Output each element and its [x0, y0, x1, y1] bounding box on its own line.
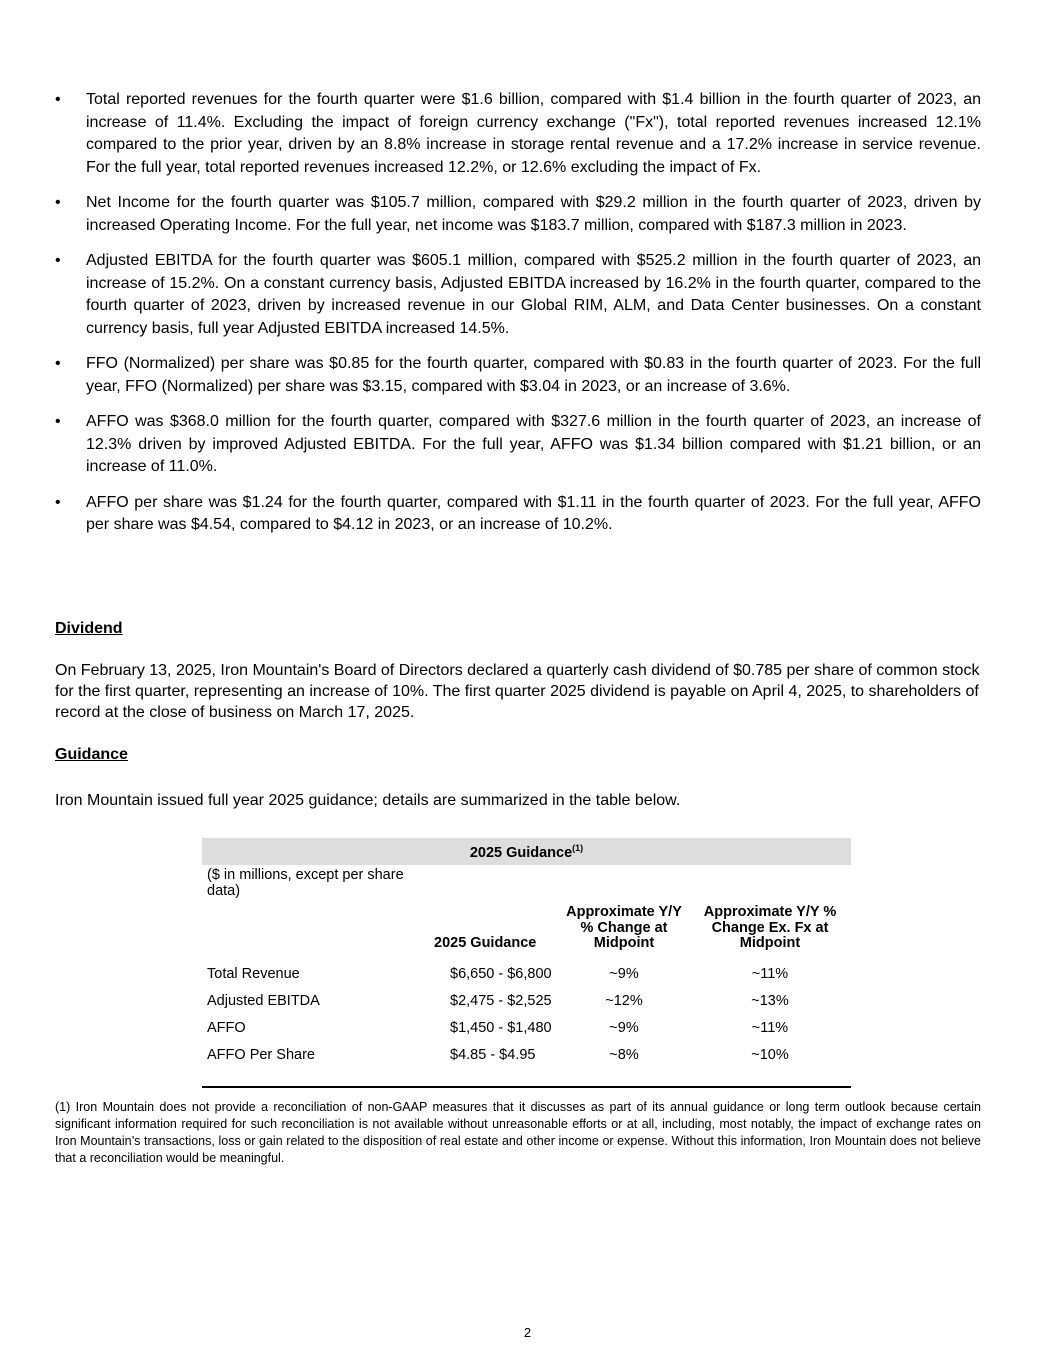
table-row	[202, 1042, 851, 1069]
bullet-icon: •	[55, 355, 61, 372]
bullet-text: Adjusted EBITDA for the fourth quarter was $605.1 million, compared with $525.2 million in the fourth quarter of 2023, an increase of 15.2%. On a constant currency basis, Adjusted EBITDA increased by 16.2% in the fourth quarter, compared to the fourth quarter of 2023, driven by increased revenue in our Global RIM, ALM, and Data Center businesses. On a constant currency basis, full year Adjusted EBITDA increased 14.5%.	[86, 252, 981, 337]
table-row	[202, 988, 851, 1015]
list-item	[55, 89, 981, 179]
row-change: ~9%	[609, 966, 639, 982]
column-header-change: Approximate Y/Y % Change at Midpoint	[566, 904, 682, 951]
row-label: AFFO Per Share	[207, 1047, 315, 1063]
bullet-text: FFO (Normalized) per share was $0.85 for the fourth quarter, compared with $0.83 in the fourth quarter of 2023. For the full year, FFO (Normalized) per share was $3.15, compared with $3.04 in 2023, or an increase of 3.6%.	[86, 355, 981, 395]
table-units-label: ($ in millions, except per share data)	[207, 867, 404, 899]
row-guidance: $4.85 - $4.95	[450, 1047, 536, 1063]
bullet-text: AFFO per share was $1.24 for the fourth quarter, compared with $1.11 in the fourth quarter of 2023. For the full year, AFFO per share was $4.54, compared to $4.12 in 2023, or an increase of 10.2%.	[86, 493, 981, 533]
row-label: Total Revenue	[207, 966, 300, 982]
row-change: ~8%	[609, 1047, 639, 1063]
bullet-icon: •	[55, 252, 61, 269]
guidance-heading: Guidance	[55, 746, 128, 763]
bullet-text: Total reported revenues for the fourth quarter were $1.6 billion, compared with $1.4 billion in the fourth quarter of 2023, an increase of 11.4%. Excluding the impact of foreign currency exchange ("Fx"), total reported revenues increased 12.1% compared to the prior year, driven by an 8.8% increase in storage rental revenue and a 17.2% increase in service revenue. For the full year, total reported revenues increased 12.2%, or 12.6% excluding the impact of Fx.	[86, 91, 981, 176]
row-label: AFFO	[207, 1020, 246, 1036]
list-item	[55, 492, 981, 537]
footnote: (1) Iron Mountain does not provide a reconciliation of non-GAAP measures that it discusses as part of its annual guidance or long term outlook because certain significant information required for such reconciliation is not available without unreasonable efforts or at all, including, most notably, the impact of exchange rates on Iron Mountain’s transactions, loss or gain related to the disposition of real estate and other income or expense. Without this information, Iron Mountain does not believe that a reconciliation would be meaningful.	[55, 1100, 981, 1165]
bullet-icon: •	[55, 493, 61, 511]
highlights-list	[55, 89, 981, 550]
row-guidance: $2,475 - $2,525	[450, 993, 552, 1009]
row-change: ~12%	[605, 993, 643, 1009]
bullet-icon: •	[55, 91, 61, 108]
row-change: ~9%	[609, 1020, 639, 1036]
list-item	[55, 411, 981, 479]
row-guidance: $6,650 - $6,800	[450, 966, 552, 982]
table-units-row	[202, 865, 851, 905]
row-change-ex-fx: ~10%	[751, 1047, 789, 1063]
footnote-marker: (1)	[572, 842, 584, 853]
list-item	[55, 192, 981, 237]
table-header-row	[202, 905, 851, 961]
column-header-change-ex-fx: Approximate Y/Y % Change Ex. Fx at Midpoint	[703, 904, 837, 951]
guidance-table	[202, 838, 851, 1088]
table-title-row	[202, 838, 851, 865]
table-bottom-rule	[202, 1069, 851, 1087]
table-row	[202, 1015, 851, 1042]
bullet-icon: •	[55, 194, 61, 211]
row-change-ex-fx: ~13%	[751, 993, 789, 1009]
column-header-guidance: 2025 Guidance	[434, 935, 537, 951]
guidance-intro: Iron Mountain issued full year 2025 guidance; details are summarized in the table below.	[55, 792, 681, 809]
table-title	[202, 838, 851, 865]
bullet-text: AFFO was $368.0 million for the fourth quarter, compared with $327.6 million in the fourth quarter of 2023, an increase of 12.3% driven by improved Adjusted EBITDA. For the full year, AFFO was $1.34 billion compared with $1.21 billion, or an increase of 11.0%.	[86, 413, 981, 475]
row-label: Adjusted EBITDA	[207, 993, 320, 1009]
bullet-icon: •	[55, 413, 61, 430]
bullet-text: Net Income for the fourth quarter was $105.7 million, compared with $29.2 million in the fourth quarter of 2023, driven by increased Operating Income. For the full year, net income was $183.7 million, compared with $187.3 million in 2023.	[86, 194, 981, 234]
row-change-ex-fx: ~11%	[751, 966, 789, 982]
dividend-heading: Dividend	[55, 620, 123, 637]
list-item	[55, 353, 981, 398]
table-row	[202, 961, 851, 988]
list-item	[55, 250, 981, 340]
dividend-paragraph: On February 13, 2025, Iron Mountain's Board of Directors declared a quarterly cash dividend of $0.785 per share of common stock for the first quarter, representing an increase of 10%. The first quarter 2025 dividend is payable on April 4, 2025, to shareholders of record at the close of business on March 17, 2025.	[55, 662, 980, 721]
row-guidance: $1,450 - $1,480	[450, 1020, 552, 1036]
table-title-text: 2025 Guidance	[469, 844, 573, 861]
page-number: 2	[523, 1325, 532, 1340]
row-change-ex-fx: ~11%	[751, 1020, 789, 1036]
